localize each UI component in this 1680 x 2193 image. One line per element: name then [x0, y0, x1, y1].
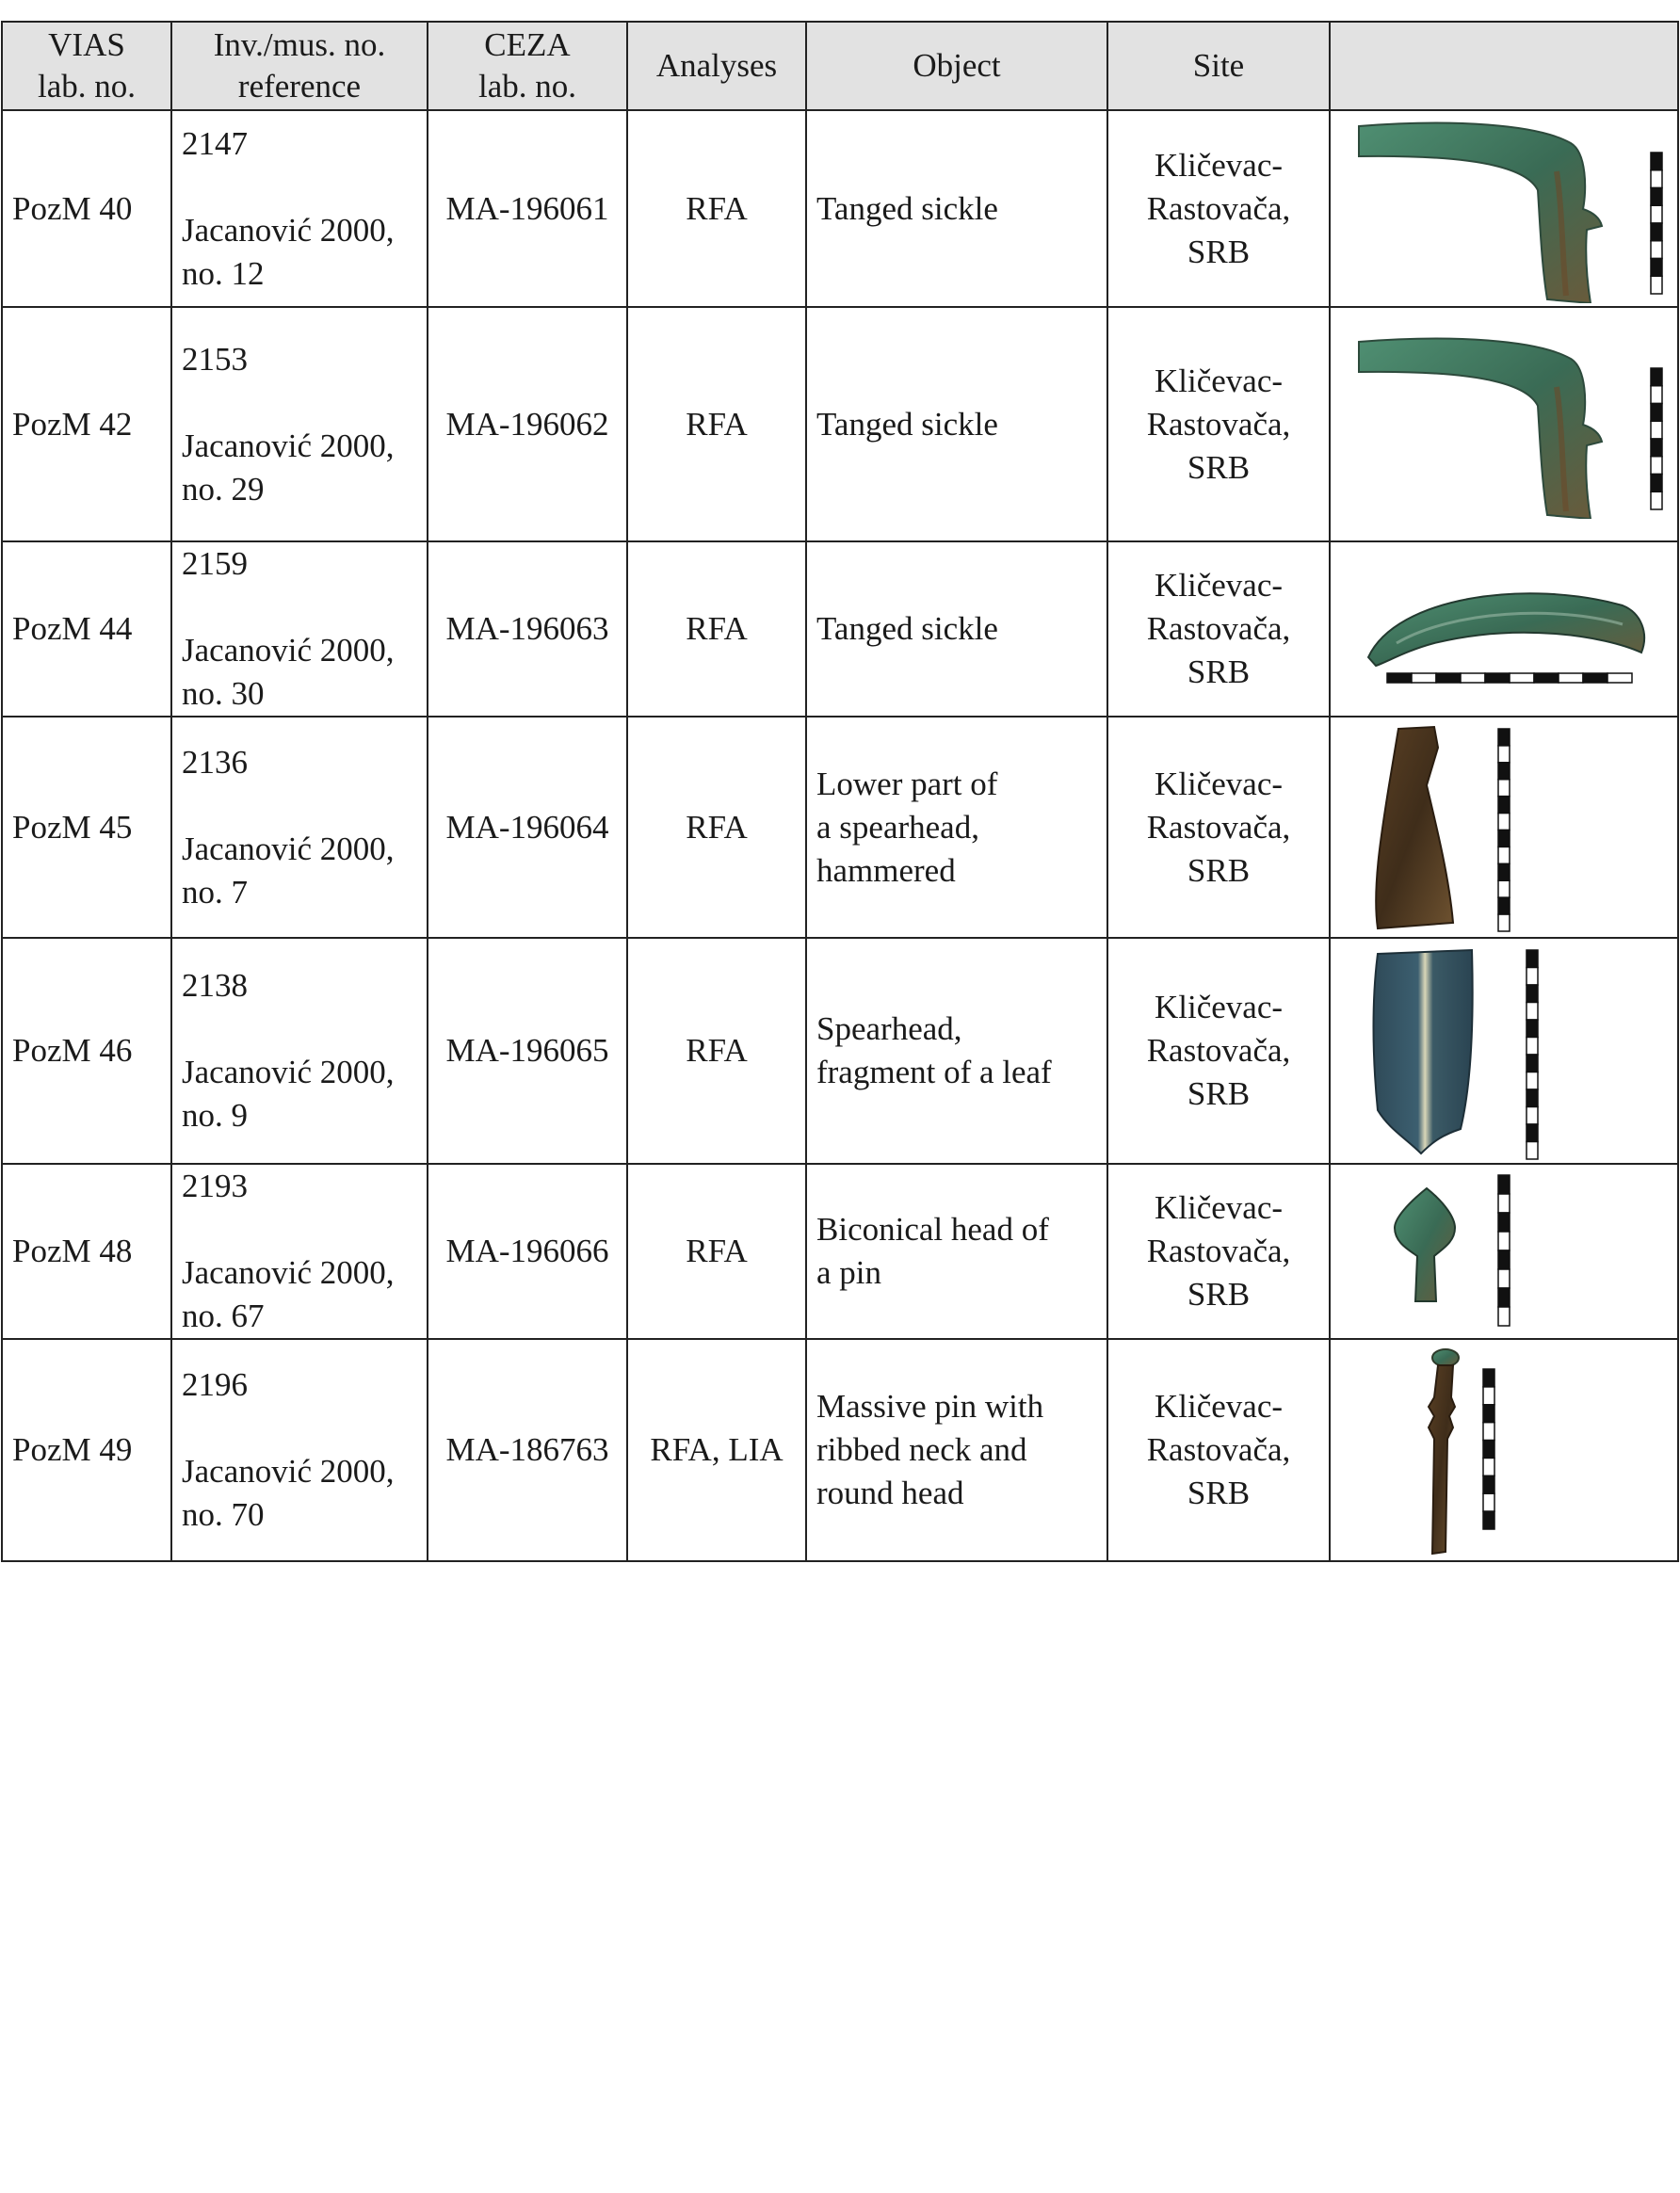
site-line: SRB [1187, 653, 1251, 690]
spearhead-leaf-image [1340, 941, 1668, 1162]
analyses-cell [627, 307, 806, 541]
tanged-sickle-image [1340, 115, 1668, 303]
analyses-value: RFA, LIA [650, 1431, 783, 1468]
reference-line: no. 12 [182, 254, 265, 292]
site-line: SRB [1187, 851, 1251, 889]
object-line: Biconical head of [816, 1211, 1049, 1248]
site-line: Kličevac- [1154, 567, 1284, 604]
object-line: Tanged sickle [816, 610, 998, 647]
inventory-number: 2147 [182, 124, 248, 162]
reference-line: Jacanović 2000, [182, 1054, 395, 1090]
reference-line: Jacanović 2000, [182, 427, 395, 464]
object-cell [806, 1164, 1107, 1339]
artifact-image-cell [1330, 307, 1678, 541]
analyses-value: RFA [686, 1233, 748, 1269]
site-line: Kličevac- [1154, 989, 1284, 1025]
header-row [2, 22, 1678, 110]
ceza-lab-no-cell [428, 110, 627, 307]
ceza-lab-no-cell [428, 717, 627, 938]
object-line: fragment of a leaf [816, 1054, 1052, 1090]
vias-lab-no: PozM 49 [12, 1431, 133, 1468]
header-analyses: Analyses [627, 22, 806, 110]
header-site: Site [1107, 22, 1330, 110]
object-line: Tanged sickle [816, 405, 998, 443]
analyses-value: RFA [686, 610, 748, 647]
site-cell [1107, 541, 1330, 717]
massive-pin-image [1340, 1341, 1668, 1559]
sickle-fragment-image [1340, 568, 1668, 690]
ceza-lab-no-cell [428, 1339, 627, 1561]
table-row [2, 1164, 1678, 1339]
inventory-number: 2196 [182, 1366, 248, 1403]
ceza-lab-no-cell [428, 541, 627, 717]
inv-reference-cell [171, 938, 428, 1164]
inv-reference-cell [171, 1339, 428, 1561]
site-line: SRB [1187, 1276, 1251, 1313]
reference-line: no. 70 [182, 1496, 265, 1533]
ceza-lab-no: MA-196061 [445, 189, 609, 227]
header-ceza-line2: lab. no. [477, 68, 576, 105]
artifact-image-cell [1330, 1339, 1678, 1561]
ceza-lab-no: MA-196063 [445, 610, 609, 647]
vias-lab-no: PozM 44 [12, 610, 133, 647]
site-line: Rastovača, [1146, 189, 1291, 227]
site-line: Kličevac- [1154, 146, 1284, 184]
site-line: Rastovača, [1146, 1032, 1291, 1069]
site-line: SRB [1187, 1475, 1251, 1511]
reference-line: no. 29 [182, 470, 265, 508]
inv-reference-cell [171, 541, 428, 717]
reference-line: no. 9 [182, 1097, 248, 1134]
artifact-image-cell [1330, 938, 1678, 1164]
object-line: hammered [816, 851, 956, 889]
table-row [2, 938, 1678, 1164]
site-line: Rastovača, [1146, 610, 1291, 647]
site-cell [1107, 307, 1330, 541]
inv-reference-cell [171, 1164, 428, 1339]
ceza-lab-no: MA-196066 [445, 1233, 609, 1269]
ceza-lab-no-cell [428, 1164, 627, 1339]
analyses-cell [627, 1164, 806, 1339]
table-row [2, 541, 1678, 717]
header-object: Object [806, 22, 1107, 110]
analyses-cell [627, 938, 806, 1164]
object-cell [806, 1339, 1107, 1561]
table-row [2, 717, 1678, 938]
header-ref-line2: reference [237, 68, 362, 105]
artifact-image-cell [1330, 717, 1678, 938]
ceza-lab-no-cell [428, 307, 627, 541]
object-cell [806, 938, 1107, 1164]
inv-reference-cell [171, 307, 428, 541]
ceza-lab-no: MA-196062 [445, 405, 609, 443]
object-line: ribbed neck and [816, 1431, 1027, 1468]
table-row [2, 110, 1678, 307]
reference-line: Jacanović 2000, [182, 1453, 395, 1490]
ceza-lab-no: MA-196064 [445, 808, 609, 846]
vias-lab-no-cell [2, 938, 171, 1164]
object-cell [806, 541, 1107, 717]
analyses-value: RFA [686, 808, 748, 846]
site-line: Kličevac- [1154, 1388, 1284, 1425]
inventory-number: 2153 [182, 340, 248, 378]
reference-line: no. 30 [182, 675, 265, 712]
header-ref-line1: Inv./mus. no. [213, 26, 386, 63]
site-line: Kličevac- [1154, 1189, 1284, 1226]
object-cell [806, 110, 1107, 307]
object-line: Massive pin with [816, 1388, 1044, 1425]
artifact-image-cell [1330, 110, 1678, 307]
vias-lab-no: PozM 48 [12, 1233, 133, 1269]
header-image [1330, 22, 1678, 110]
vias-lab-no-cell [2, 110, 171, 307]
artifact-image-cell [1330, 541, 1678, 717]
artifact-image-cell [1330, 1164, 1678, 1339]
site-line: Kličevac- [1154, 362, 1284, 399]
site-cell [1107, 110, 1330, 307]
reference-line: Jacanović 2000, [182, 1254, 395, 1291]
analyses-cell [627, 541, 806, 717]
table-row [2, 307, 1678, 541]
object-line: a pin [816, 1254, 882, 1291]
site-cell [1107, 938, 1330, 1164]
object-cell [806, 307, 1107, 541]
vias-lab-no-cell [2, 1164, 171, 1339]
object-cell [806, 717, 1107, 938]
inventory-number: 2159 [182, 545, 248, 582]
inventory-number: 2136 [182, 743, 248, 781]
object-line: round head [816, 1475, 964, 1511]
header-ceza [428, 22, 627, 110]
site-line: Kličevac- [1154, 765, 1284, 802]
analyses-value: RFA [686, 189, 748, 227]
ceza-lab-no: MA-196065 [445, 1032, 609, 1069]
ceza-lab-no-cell [428, 938, 627, 1164]
analyses-value: RFA [686, 1032, 748, 1069]
header-ceza-line1: CEZA [484, 26, 571, 63]
site-line: SRB [1187, 1075, 1251, 1112]
reference-line: Jacanović 2000, [182, 211, 395, 249]
site-line: SRB [1187, 448, 1251, 486]
vias-lab-no: PozM 45 [12, 808, 133, 846]
site-cell [1107, 1164, 1330, 1339]
vias-lab-no-cell [2, 541, 171, 717]
site-cell [1107, 717, 1330, 938]
site-line: Rastovača, [1146, 1233, 1291, 1269]
spearhead-lower-image [1340, 719, 1668, 936]
tanged-sickle-image [1340, 331, 1668, 519]
header-vias-line2: lab. no. [37, 68, 136, 105]
vias-lab-no: PozM 46 [12, 1032, 133, 1069]
site-line: Rastovača, [1146, 1431, 1291, 1468]
analyses-value: RFA [686, 405, 748, 443]
reference-line: Jacanović 2000, [182, 632, 395, 669]
vias-lab-no-cell [2, 1339, 171, 1561]
site-line: SRB [1187, 233, 1251, 270]
vias-lab-no: PozM 42 [12, 405, 133, 443]
reference-line: no. 7 [182, 873, 248, 911]
analyses-cell [627, 1339, 806, 1561]
vias-lab-no-cell [2, 717, 171, 938]
analyses-cell [627, 717, 806, 938]
object-line: Spearhead, [816, 1010, 962, 1047]
inventory-number: 2138 [182, 967, 248, 1004]
reference-line: no. 67 [182, 1298, 265, 1334]
pin-head-image [1340, 1169, 1668, 1334]
object-line: Tanged sickle [816, 189, 998, 227]
header-vias-line1: VIAS [48, 26, 125, 63]
ceza-lab-no: MA-186763 [445, 1431, 609, 1468]
inv-reference-cell [171, 110, 428, 307]
header-vias [2, 22, 171, 110]
object-line: Lower part of [816, 765, 998, 802]
reference-line: Jacanović 2000, [182, 830, 395, 867]
site-cell [1107, 1339, 1330, 1561]
site-line: Rastovača, [1146, 808, 1291, 846]
site-line: Rastovača, [1146, 405, 1291, 443]
analyses-cell [627, 110, 806, 307]
table-row [2, 1339, 1678, 1561]
catalog-table [1, 21, 1679, 1562]
object-line: a spearhead, [816, 808, 979, 846]
inventory-number: 2193 [182, 1168, 248, 1204]
vias-lab-no: PozM 40 [12, 189, 133, 227]
header-ref [171, 22, 428, 110]
inv-reference-cell [171, 717, 428, 938]
vias-lab-no-cell [2, 307, 171, 541]
